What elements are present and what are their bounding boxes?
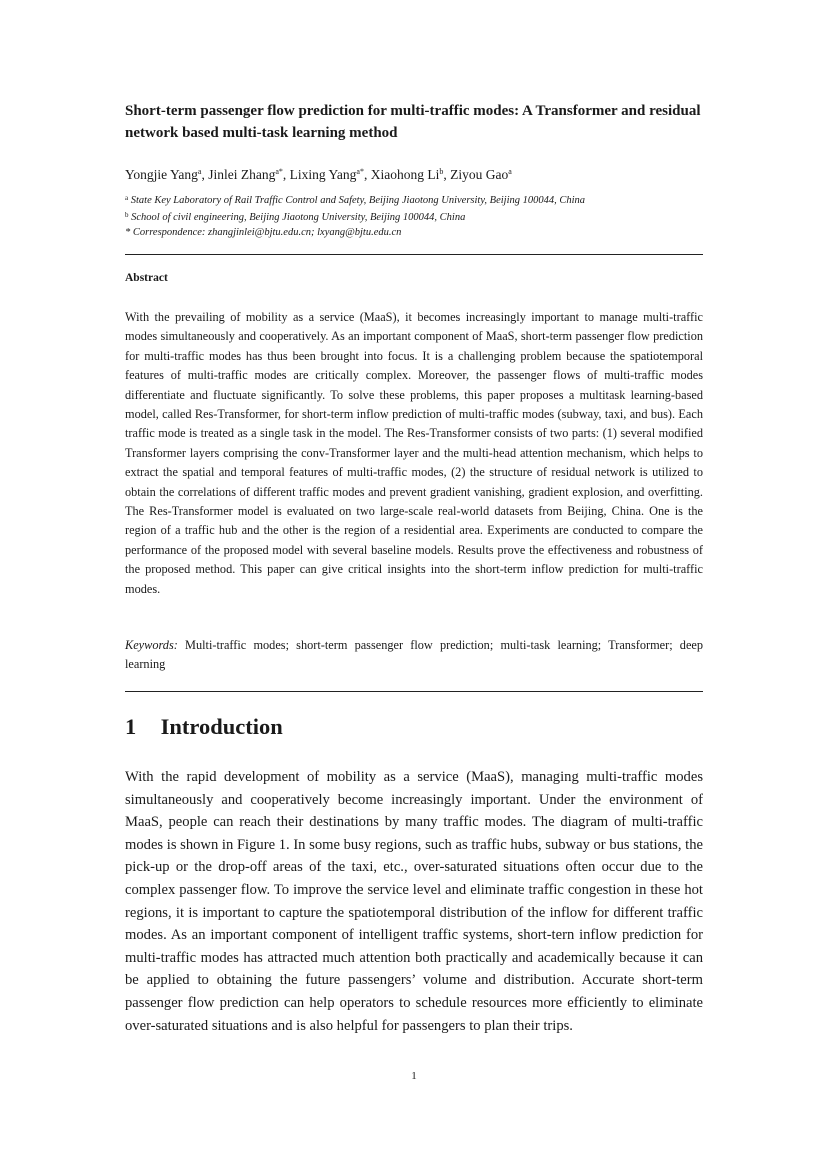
author: Yongjie Yang$^a$, <box>125 167 209 182</box>
keywords-text: Multi-traffic modes; short-term passenger flow prediction; multi-task learning; Transformer; deep learning <box>125 638 704 671</box>
section-number: 1 <box>125 714 137 739</box>
keywords <box>125 636 703 674</box>
author: Jinlei Zhang$^{a*}$, <box>208 167 290 182</box>
divider <box>125 691 703 692</box>
section-heading <box>125 712 283 742</box>
paper-title: Short-term passenger flow prediction for multi-traffic modes: A Transformer and residual network based multi-task learning method <box>125 103 701 141</box>
divider <box>125 254 703 255</box>
correspondence: * Correspondence: zhangjinlei@bjtu.edu.cn; lxyang@bjtu.edu.cn <box>125 227 402 238</box>
page-number: 1 <box>411 1070 417 1082</box>
section-title: Introduction <box>160 714 283 739</box>
author: Lixing Yang$^{a*}$, <box>289 167 371 182</box>
author: Ziyou Gao$^a$ <box>450 167 512 182</box>
affiliation: $^b$ School of civil engineering, Beijing Jiaotong University, Beijing 100044, China <box>125 211 466 223</box>
author-list <box>125 162 512 185</box>
affiliation-list <box>125 191 585 240</box>
keywords-label: Keywords: <box>125 638 178 652</box>
author: Xiaohong Li$^b$, <box>370 167 451 182</box>
abstract-text: With the prevailing of mobility as a service (MaaS), it becomes increasingly important to manage multi-traffic modes simultaneously and cooperatively. As an important component of MaaS, short-term passenger flow prediction for multi-traffic modes has thus been brought into focus. It is a challenging problem because the spatiotemporal features of multi-traffic modes are critically complex. Moreover, the passenger flows of multi-traffic modes differentiate and fluctuate significantly. To solve these problems, this paper proposes a multitask learning-based model, called Res-Transformer, for short-term inflow prediction of multi-traffic modes (subway, taxi, and bus). Each traffic mode is treated as a single task in the model. The Res-Transformer consists of two parts: (1) several modified Transformer layers comprising the conv-Transformer layer and the multi-head attention mechanism, which helps to extract the spatial and temporal features of multi-traffic modes, (2) the structure of residual network is utilized to obtain the correlations of different traffic modes and prevent gradient vanishing, gradient explosion, and overfitting. The Res-Transformer model is evaluated on two large-scale real-world datasets from Beijing, China. One is the region of a traffic hub and the other is the region of a residential area. Experiments are conducted to compare the performance of the proposed model with several baseline models. Results prove the effectiveness and robustness of the proposed method. This paper can give critical insights into the short-term inflow prediction for multi-traffic modes. <box>125 310 703 596</box>
intro-paragraph: With the rapid development of mobility as a service (MaaS), managing multi-traffic modes simultaneously and cooperatively become increasingly important. Under the environment of MaaS, people can reach their destinations by many traffic modes. The diagram of multi-traffic modes is shown in Figure 1. In some busy regions, such as traffic hubs, subway or bus stations, the pick-up or the drop-off areas of the taxi, etc., over-saturated situations often occur due to the complex passenger flow. To improve the service level and eliminate traffic congestion in these hot regions, it is important to capture the spatiotemporal distribution of the inflow for different traffic modes. As an important component of intelligent traffic systems, short-tern inflow prediction for multi-traffic modes has attracted much attention both practically and academically because it can be applied to obtaining the future passengers’ volume and distribution. Accurate short-term passenger flow prediction can help operators to schedule resources more efficiently to eliminate over-saturated situations and is also helpful for passengers to plan their trips. <box>125 769 703 1034</box>
affiliation: $^a$ State Key Laboratory of Rail Traffic Control and Safety, Beijing Jiaotong University, Beijing 100044, China <box>125 194 586 206</box>
abstract-heading: Abstract <box>125 272 168 284</box>
